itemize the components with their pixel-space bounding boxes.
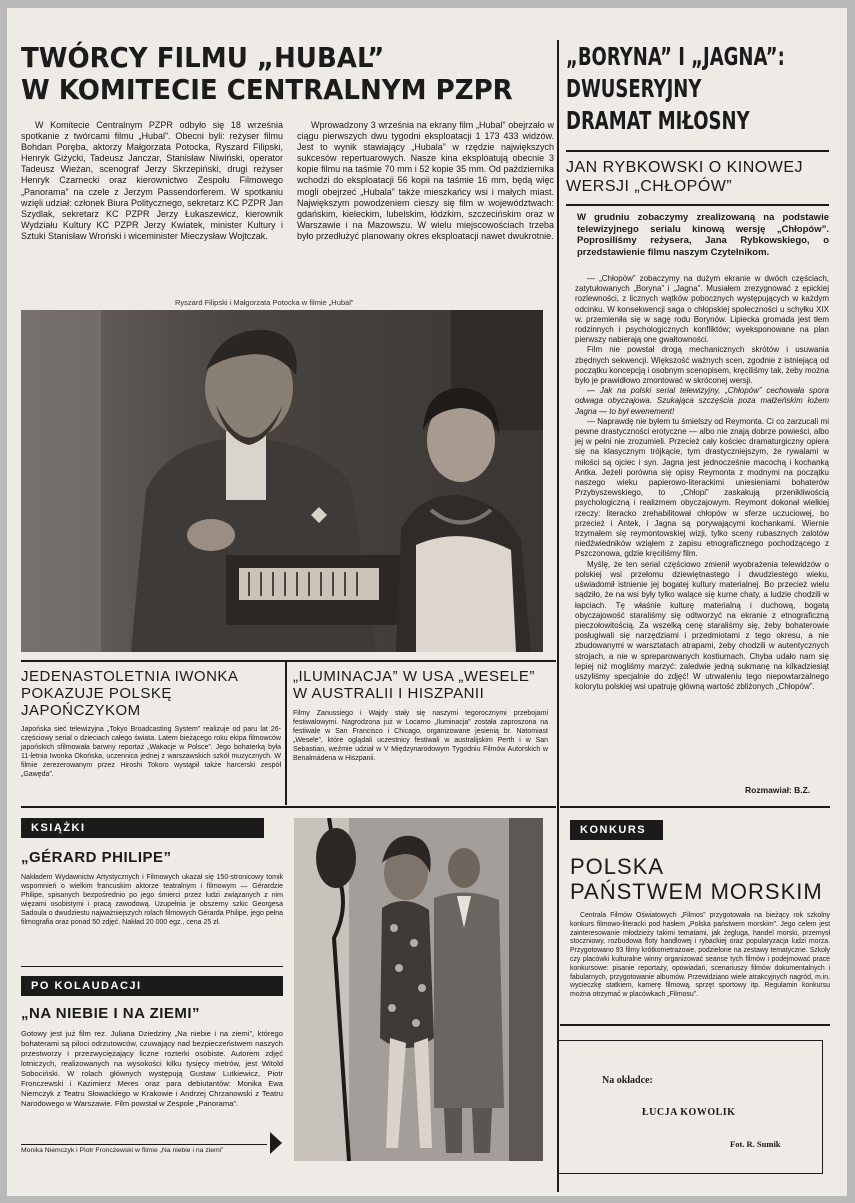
boryna-p3: — Naprawdę nie byłem tu śmielszy od Reymonta. Ci co zarzucali mi pewne drastyczności erotyczne — albo nie znają dobrze powieści, albo jej w pełni nie zrozumieli. Przecież cały kościec dramaturgiczny opiera się na klasycznym trójkącie, tym drastyczniejszym, że rywalami w miłości są ojciec i syn. Jagna jest jednocześnie macochą i kochanką Antka. Jeżeli porówna się opisy Reymonta z modnymi na początku naszego wieku papierowo-literackimi uniesieniami bohaterów Przybyszewskiego, to „Chłopi” zaskakują przenikliwością psychologiczną i realizmem obyczajowym. Reymont dokonał wielkiej rzeczy: literacko zrehabilitował chłopów w sferze uczuciowej, bo przecież i Antek, i Jagna są porywającymi kochankami. Wiernie trzymałem się reymontowskiej wizji, tylko sceny rubasznych zalotów niedźwiedników wziąłem z zapisu etnograficznego pochodzącego z Pszczonowa, gdzie kręciliśmy film. xyxy=(575,416,829,559)
cover-name: ŁUCJA KOWOLIK xyxy=(642,1107,736,1118)
na-niebie-photo-illustration xyxy=(294,818,543,1161)
boryna-body xyxy=(575,274,829,692)
boryna-p2: Film nie powstał drogą mechanicznych skrótów i usuwania zbędnych sekwencji. Większość ważnych scen, zgodnie z istniejącą od początku koncepcją i osobnym scenopisem, kręciliśmy tak, żeby można było je prawidłowo zmontować w skróconej wersji. xyxy=(575,345,829,386)
hubal-title-line1: TWÓRCY FILMU „HUBAL” xyxy=(21,41,385,74)
ksiazki-section xyxy=(21,848,283,927)
hubal-column-2 xyxy=(297,120,554,242)
kolaudacji-caption: Monika Niemczyk i Piotr Fronczewski w filmie „Na niebie i na ziemi” xyxy=(21,1147,224,1154)
boryna-p1: — „Chłopów” zobaczymy na dużym ekranie w dwóch częściach, zatytułowanych „Boryna” i „Jagna”. Musiałem zrezygnować z epickiej rozlewności, z licznych wątków pobocznych występujących w każdym odcinku. W konsekwencji saga o chłopskiej społeczności u schyłku XIX w. przemieniła się w sagę rodu Borynów. Lipiecka gromada jest tłem rodzinnych i psychologicznych konfliktów; wyeksponowane na plan pierwszy nabierają one gwałtowności. xyxy=(575,274,829,345)
horizontal-divider xyxy=(560,1024,830,1026)
cover-credit: Fot. R. Sumik xyxy=(730,1139,781,1149)
na-niebie-film-photo xyxy=(294,818,543,1161)
boryna-title-line3: DRAMAT MIŁOSNY xyxy=(566,106,750,135)
iluminacja-title: „ILUMINACJA” W USA „WESELE” W AUSTRALII I HISZPANII xyxy=(293,668,535,702)
iluminacja-section xyxy=(293,668,548,763)
horizontal-divider xyxy=(21,966,283,967)
hubal-photo-caption: Ryszard Filipski i Małgorzata Potocka w filmie „Hubal” xyxy=(175,298,354,307)
boryna-subtitle-box xyxy=(566,158,829,196)
ksiazki-text: Nakładem Wydawnictw Artystycznych i Filmowych ukazał się 150-stronicowy tomik wspomnień o wielkim francuskim aktorze teatralnym i filmowym — Gérardzie Philipe, spisanych bezpośrednio po jego śmierci przez ludzi związanych z nim więzami osobistymi i pracą zawodową. Uzupełnia je obszerny szkic Georgesa Sadoula o dwudziestu najważniejszych rolach filmowych Gérarda Philipe, jego pełna filmografia oraz ponad 50 zdjęć. Nakład 20 000 egz., cena 25 zł. xyxy=(21,874,283,926)
boryna-question: — Jak na polski serial telewizyjny, „Chłopów” cechowała spora odwaga obyczajowa. Szukająca szczęścia poza małżeńskim łożem Jagna — to był ewenement! xyxy=(575,386,829,416)
kolaudacji-label: PO KOLAUDACJI xyxy=(21,976,283,996)
hubal-column-1 xyxy=(21,120,283,242)
divider xyxy=(566,204,829,206)
kolaudacji-text: Gotowy jest już film rez. Juliana Dziedziny „Na niebie i na ziemi”, którego bohaterami są piloci odrzutowców, czuwający nad bezpieczeństwem naszych przestworzy i przezwyciężający liczne rozterki osobiste. Autorem zdjęć lotniczych, realizowanych na wysokości kilku tysięcy metrów, jest Witold Sobociński. W rolach głównych występują Gustaw Lutkiewicz, Piotr Fronczewski i Kazimierz Meres oraz para debiutantów: Monika Ewa Niemczyk z Teatru Słowackiego w Krakowie i Andrzej Chrzanowski z Teatru Narodowego w Warszawie. Film powstał w Zespole „Panorama”. xyxy=(21,1029,283,1108)
horizontal-divider xyxy=(21,660,556,662)
boryna-p4: Myślę, że ten serial częściowo zmienił wyobrażenia telewidzów o polskiej wsi przełomu dziewiętnastego i dwudziestego wieku, uświadomił istnienie jej bogatej kultury materialnej. Bo przecież wielu sądziło, że na wsi były tylko walące się kurne chaty, a ludzie chodzili w łapciach. Tę właśnie kulturę materialną i duchową, bogatą obyczajowość staraliśmy się odtworzyć na ekranie z etnograficzną pieczołowitością. Za wszelką cenę staraliśmy się, żeby bohaterowie posługiwali się narzędziami i przedmiotami z tego okresu, a nie zbudowanymi w warsztatach atrapami, żeby chodzili w autentycznych strojach, a nie w spreparowanych kostiumach. Chyba udało nam się lepiej niż mogliśmy marzyć: zaledwie jedną sukmanę na kilkadziesiąt uszyliśmy specjalnie do zdjęć! W utrwaleniu tego niepowtarzalnego kolorytu polskiej wsi upatruję główną wartość zbliżonych „Chłopów”. xyxy=(575,559,829,692)
horizontal-divider xyxy=(21,806,556,808)
hubal-photo-illustration xyxy=(21,310,543,652)
hubal-title-line2: W KOMITECIE CENTRALNYM PZPR xyxy=(21,73,513,106)
cover-info-box xyxy=(557,1040,823,1174)
hubal-text-2: Wprowadzony 3 września na ekrany film „Hubal” obejrzało w ciągu pierwszych dwu tygodni eksploatacji 1 173 433 widzów. Jest to wynik stawiający „Hubala” w rzędzie największych sukcesów repertuarowych. Nasze kina eksploatują obecnie 3 kopie filmu na taśmie 70 mm i 52 kopie 35 mm. Od października wchodzi do eksploatacji 56 kopii na taśmie 16 mm, będą więc mogli obejrzeć „Hubala” także mieszkańcy wsi i małych miast. Największym powodzeniem cieszy się film w województwach: gdańskim, kieleckim, lubelskim, łódzkim, szczecińskim oraz w Warszawie i na Mazowszu. W wielu miejscowościach trzeba było przedłużyć planowany okres eksploatacji nawet dwukrotnie. xyxy=(297,120,554,241)
konkurs-section xyxy=(570,854,830,1000)
boryna-lead: W grudniu zobaczymy zrealizowaną na podstawie telewizyjnego serialu kinową wersję „Chłopów”. Poprosiliśmy reżysera, Jana Rybkowskiego, o przedstawienie filmu naszym Czytelnikom. xyxy=(577,212,829,258)
arrow-right-icon xyxy=(270,1132,282,1154)
cover-label: Na okładce: xyxy=(602,1075,653,1086)
boryna-title-line2: DWUSERYJNY xyxy=(566,74,702,103)
konkurs-title-line1: POLSKA xyxy=(570,854,665,879)
divider xyxy=(566,150,829,152)
konkurs-title-line2: PAŃSTWEM MORSKIM xyxy=(570,879,823,904)
iwonka-section xyxy=(21,668,281,779)
iwonka-title: JEDENASTOLETNIA IWONKA POKAZUJE POLSKĘ JAPOŃCZYKOM xyxy=(21,668,238,719)
boryna-lead-box xyxy=(577,212,829,258)
boryna-signature: Rozmawiał: B.Z. xyxy=(745,785,811,795)
vertical-divider xyxy=(285,660,287,805)
iluminacja-text: Filmy Zanussiego i Wajdy stały się naszymi tegorocznymi przebojami festiwalowymi. Nagrodzona już w Locarno „Iluminacja” została zaproszona na festiwale w San Francisco i Chicago, organizowane jesienią br. Natomiast „Wesele”, które oglądali uczestnicy festiwali w australijskim Perth i w San Sebastian, weźmie udział w V Międzynarodowym Tygodniu Filmów Autorskich w Benalmádena w Hiszpanii. xyxy=(293,710,548,762)
magazine-page xyxy=(7,8,847,1196)
konkurs-label: KONKURS xyxy=(570,820,663,840)
kolaudacji-title: „NA NIEBIE I NA ZIEMI” xyxy=(21,1005,201,1022)
boryna-subtitle: JAN RYBKOWSKI O KINOWEJ WERSJI „CHŁOPÓW” xyxy=(566,159,804,195)
horizontal-divider xyxy=(560,806,830,808)
hubal-film-photo xyxy=(21,310,543,652)
vertical-divider xyxy=(557,40,559,1192)
kolaudacji-section xyxy=(21,1004,283,1109)
horizontal-divider xyxy=(21,1144,267,1145)
ksiazki-title: „GÉRARD PHILIPE” xyxy=(21,849,172,866)
konkurs-text: Centrala Filmów Oświatowych „Filmos” przygotowała na bieżący rok szkolny konkurs filmowo-literacki pod hasłem „Polska państwem morskim”. Jego celem jest zainteresowanie młodzieży takimi tematami, jak żegluga, handel morski, przemysł stoczniowy, rozbudowa floty handlowej i rybackiej oraz popularyzacja ludzi morza. Przygotowano 93 filmy krótkometrażowe, podzielone na zestawy tematyczne. Szkoły czy placówki kulturalne winny organizować seanse tych filmów i podejmować prace konkursowe: pisanie reportaży, opowiadań, scenariuszy filmów dokumentalnych i fabularnych, przygotowanie albumów. Przewidziano wiele atrakcyjnych nagród, m.in. wycieczkę statkiem, kamerę filmową, sprzęt sportowy itp. Regulamin konkursu można otrzymać w placówkach „Filmosu”. xyxy=(570,912,830,999)
ksiazki-label: KSIĄŻKI xyxy=(21,818,264,838)
iwonka-text: Japońska sieć telewizyjna „Tokyo Broadcasting System” realizuje od paru lat 26-częściowy serial o dzieciach całego świata. Latem bieżącego roku ekipa filmowców japońskich sfilmowała barwny reportaż „Wakacje w Polsce”. Jego bohaterką była 11-letnia Iwonka Okońska, uczennica jednej z warszawskich szkół muzycznych. W filmie zerezerowanym przez Hiroshi Tokoro wystąpił także harcerski zespół „Gawęda”. xyxy=(21,726,281,778)
kolaudacji-caption-box xyxy=(21,1147,267,1156)
boryna-title-line1: „BORYNA” I „JAGNA”: xyxy=(566,42,785,71)
hubal-text-1: W Komitecie Centralnym PZPR odbyło się 18 września spotkanie z twórcami filmu „Hubal”. Obecni byli: reżyser filmu Bohdan Poręba, aktorzy Małgorzata Potocka, Ryszard Filipski, Henryk Giżycki, Tadeusz Janczar, Stanisław Niwiński, operator Tadeusz Wieżan, scenograf Jerzy Skrzepiński, drugi reżyser Henryk Czarnecki oraz kierownictwo Zespołu Filmowego „Panorama” na czele z Jerzym Passendorferem. W spotkaniu wzięli udział: członek Biura Politycznego, sekretarz KC PZPR Jan Szydlak, sekretarz KC PZPR Jerzy Łukaszewicz, kierownik Wydziału Kultury KC PZPR Jerzy Kwiatek, minister Kultury i Sztuki Stanisław Wroński i wiceminister Mieczysław Wojtczak. xyxy=(21,120,283,241)
